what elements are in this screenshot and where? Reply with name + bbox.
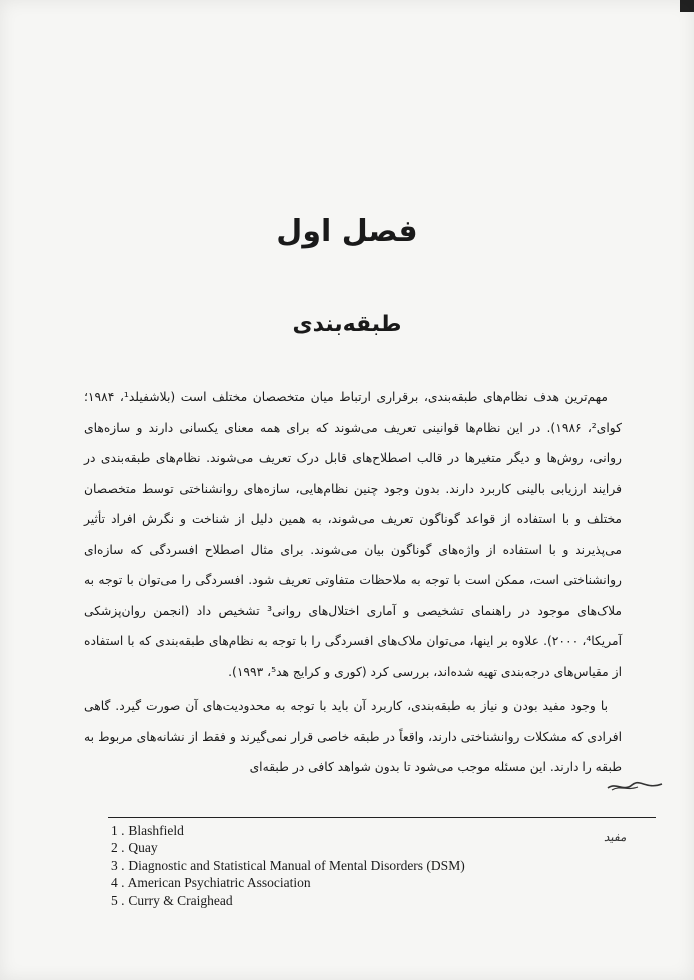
footnote-item: 4 . American Psychiatric Association — [111, 875, 311, 891]
paragraph-1: مهم‌ترین هدف نظام‌های طبقه‌بندی، برقراری ارتباط میان متخصصان مختلف است (بلاشفیلد¹، ۱۹۸۴؛ کوای²، ۱۹۸۶). در این نظام‌ها قوانینی تعریف می‌شوند که برای همه معنای یکسانی دارند و سازه‌های روانی، روش‌ها و دیگر متغیرها در قالب اصطلاح‌های قابل درک تعریف می‌شوند. نظام‌های طبقه‌بندی در فرایند ارزیابی بالینی کاربرد دارند. بدون وجود چنین نظام‌هایی، سازه‌های روانشناختی توسط متخصصان مختلف و با استفاده از قواعد گوناگون تعریف می‌شوند، به همین دلیل از شناخت و نگرش افراد تأثیر می‌پذیرند و با استفاده از واژه‌های گوناگون بیان می‌شوند. برای مثال اصطلاح افسردگی که سازه‌ای روانشناختی است، ممکن است با توجه به ملاحظات متفاوتی تعریف شود. افسردگی را می‌توان با توجه به ملاک‌های موجود در راهنمای تشخیصی و آماری اختلال‌های روانی³ تشخیص داد (انجمن روان‌پزشکی آمریکا⁴، ۲۰۰۰). علاوه بر اینها، می‌توان ملاک‌های افسردگی را با توجه به نظام‌های طبقه‌بندی که با استفاده از مقیاس‌های درجه‌بندی تهیه شده‌اند، بررسی کرد (کوری و کرایج هد⁵، ۱۹۹۳). — [84, 390, 622, 679]
handwritten-note: مفید — [604, 830, 627, 844]
paragraph-2: با وجود مفید بودن و نیاز به طبقه‌بندی، کاربرد آن باید با توجه به محدودیت‌های آن صورت گیرد. گاهی افرادی که مشکلات روانشناختی دارند، واقعاً در طبقه خاصی قرار نمی‌گیرند و فقط از نشانه‌های مربوط به طبقه را دارند. این مسئله موجب می‌شود تا بدون شواهد کافی در طبقه‌ای — [84, 699, 622, 774]
footnote-item: 5 . Curry & Craighead — [111, 892, 233, 908]
footnote-separator — [108, 817, 656, 818]
body-text — [84, 382, 622, 783]
footnote-item: 1 . Blashfield — [111, 823, 184, 838]
scan-corner-mark — [680, 0, 694, 12]
footnote-item: 2 . Quay — [111, 840, 158, 856]
section-title: طبقه‌بندی — [292, 312, 402, 337]
chapter-title: فصل اول — [276, 214, 418, 249]
handwritten-scribble-icon — [606, 780, 666, 792]
footnotes-list — [111, 822, 465, 909]
footnote-item: 3 . Diagnostic and Statistical Manual of Mental Disorders (DSM) — [111, 857, 465, 873]
